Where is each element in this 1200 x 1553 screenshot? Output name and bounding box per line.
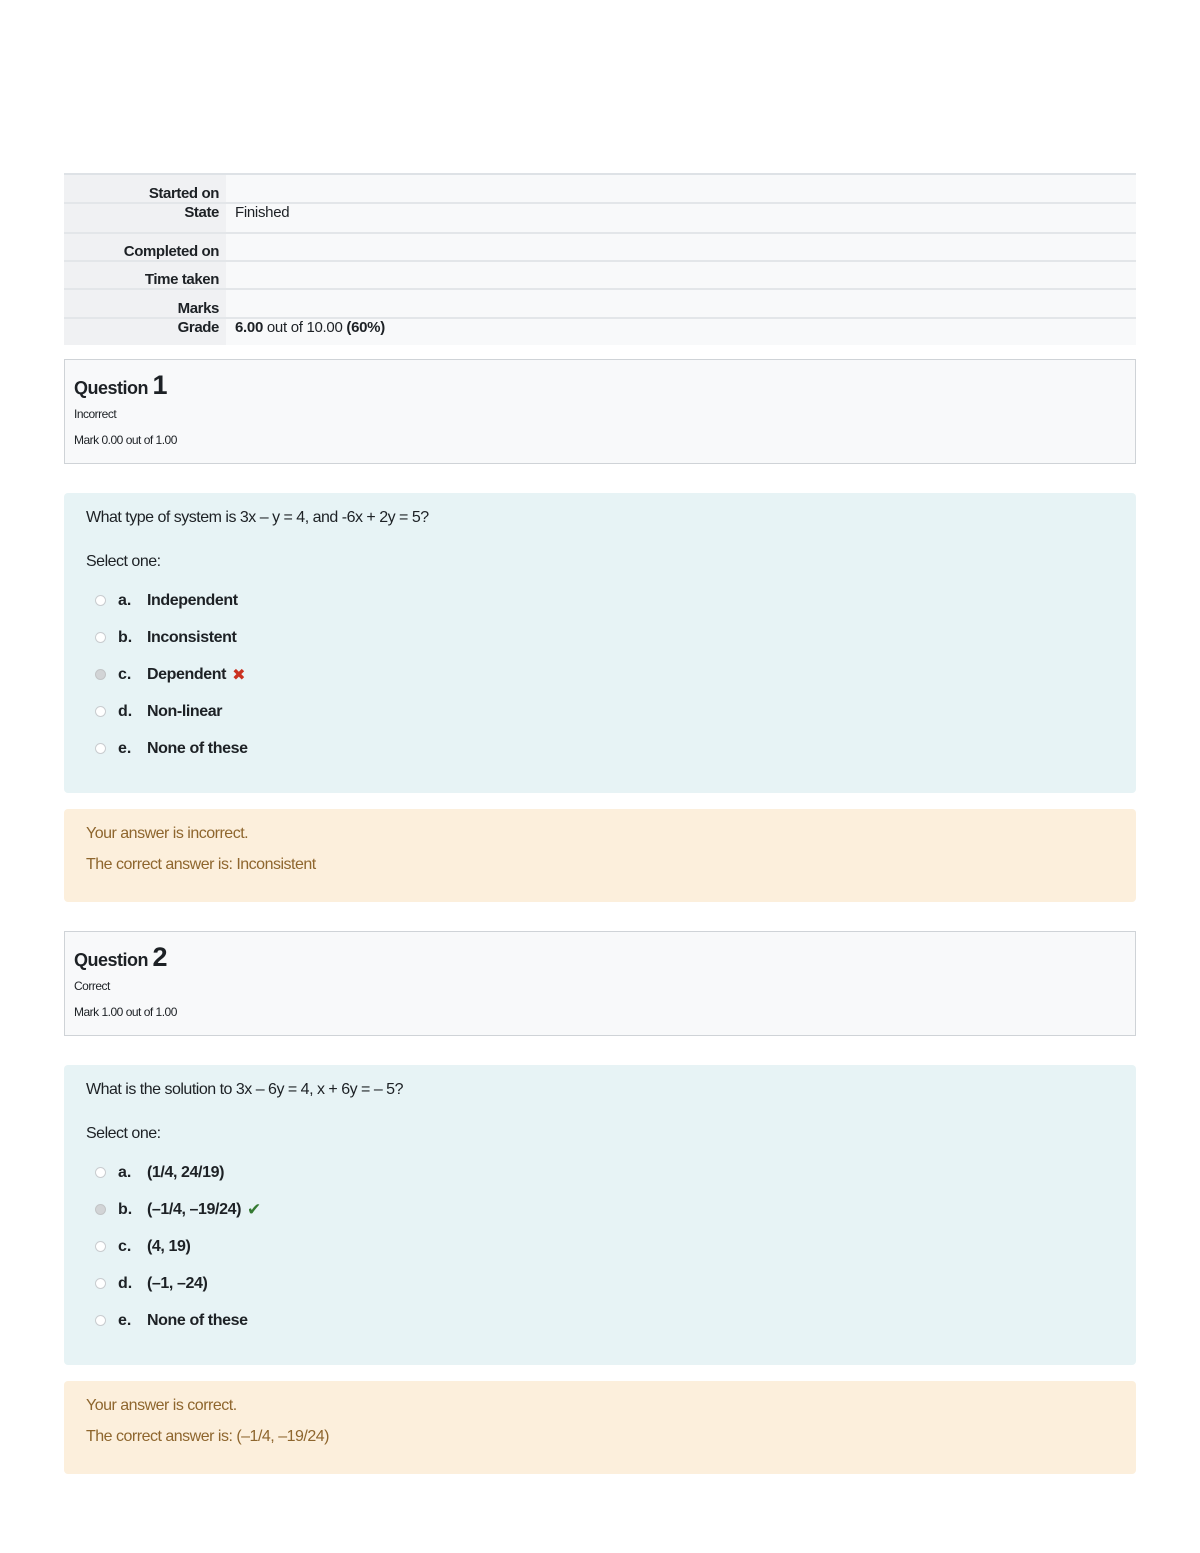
summary-value	[226, 262, 1136, 288]
feedback-result: Your answer is incorrect.	[86, 825, 249, 842]
question-1-formulation	[64, 493, 1136, 793]
option-letter: a.	[118, 1163, 132, 1181]
option-letter: c.	[118, 665, 132, 683]
question-state: Incorrect	[74, 407, 117, 421]
option-letter: c.	[118, 1237, 132, 1255]
radio-button[interactable]	[95, 1315, 106, 1326]
option-text: Dependent	[147, 665, 227, 683]
option-letter: a.	[118, 591, 132, 609]
feedback-correct-answer: The correct answer is: Inconsistent	[86, 856, 316, 873]
question-2-formulation	[64, 1065, 1136, 1365]
select-one-prompt: Select one:	[86, 553, 161, 570]
option-letter: d.	[118, 702, 133, 720]
answer-option-d[interactable]	[86, 693, 1114, 730]
summary-row-time-taken	[64, 262, 1136, 290]
option-text: Non-linear	[147, 702, 223, 720]
radio-button-selected[interactable]	[95, 669, 106, 680]
summary-row-marks	[64, 290, 1136, 319]
option-letter: b.	[118, 628, 133, 646]
question-text: What is the solution to 3x – 6y = 4, x + 6y = – 5?	[86, 1081, 403, 1098]
grade-value	[235, 319, 385, 336]
correct-check-icon: ✔	[247, 1199, 262, 1219]
radio-button[interactable]	[95, 1167, 106, 1178]
option-letter: e.	[118, 739, 132, 757]
radio-button-selected[interactable]	[95, 1204, 106, 1215]
summary-row-state	[64, 204, 1136, 234]
summary-label	[64, 204, 226, 232]
answer-option-b[interactable]	[86, 1191, 1114, 1228]
question-number-value: 1	[152, 370, 168, 400]
summary-label	[64, 175, 226, 202]
grade-percent: (60%)	[346, 319, 385, 336]
question-mark: Mark 1.00 out of 1.00	[74, 1005, 177, 1019]
question-2-feedback	[64, 1381, 1136, 1474]
answer-option-d[interactable]	[86, 1265, 1114, 1302]
question-number	[74, 942, 1126, 973]
summary-value	[226, 175, 1136, 202]
radio-button[interactable]	[95, 595, 106, 606]
answer-option-a[interactable]	[86, 1154, 1114, 1191]
option-text: None of these	[147, 1311, 248, 1329]
option-text: (1/4, 24/19)	[147, 1163, 225, 1181]
radio-button[interactable]	[95, 632, 106, 643]
feedback-correct-answer: The correct answer is: (–1/4, –19/24)	[86, 1428, 329, 1445]
answer-options	[86, 1154, 1114, 1339]
question-number-value: 2	[152, 942, 168, 972]
option-text: (–1, –24)	[147, 1274, 208, 1292]
state-label: State	[184, 204, 219, 221]
select-one-prompt: Select one:	[86, 1125, 161, 1142]
answer-option-a[interactable]	[86, 582, 1114, 619]
feedback-result: Your answer is correct.	[86, 1397, 237, 1414]
option-text: (–1/4, –19/24)	[147, 1200, 242, 1218]
summary-label	[64, 319, 226, 345]
summary-row-completed-on	[64, 234, 1136, 262]
answer-option-c[interactable]	[86, 656, 1114, 693]
question-2-info	[64, 931, 1136, 1036]
started-on-label: Started on	[148, 185, 219, 202]
completed-on-label: Completed on	[123, 243, 219, 260]
time-taken-label: Time taken	[144, 271, 219, 288]
question-state: Correct	[74, 979, 110, 993]
option-letter: e.	[118, 1311, 132, 1329]
grade-label: Grade	[177, 319, 219, 336]
option-text: Independent	[147, 591, 238, 609]
answer-option-e[interactable]	[86, 1302, 1114, 1339]
question-mark: Mark 0.00 out of 1.00	[74, 433, 177, 447]
question-number	[74, 370, 1126, 401]
option-letter: b.	[118, 1200, 133, 1218]
incorrect-icon: ✖	[232, 666, 246, 684]
attempt-summary-table	[64, 173, 1136, 345]
answer-option-e[interactable]	[86, 730, 1114, 767]
summary-value	[226, 319, 1136, 345]
question-label: Question	[74, 378, 149, 398]
answer-options	[86, 582, 1114, 767]
summary-label	[64, 290, 226, 317]
summary-label	[64, 262, 226, 288]
radio-button[interactable]	[95, 706, 106, 717]
summary-value	[226, 290, 1136, 317]
question-label: Question	[74, 950, 149, 970]
summary-value	[226, 234, 1136, 260]
question-text: What type of system is 3x – y = 4, and -6x + 2y = 5?	[86, 509, 429, 526]
marks-label: Marks	[177, 300, 219, 317]
summary-label	[64, 234, 226, 260]
answer-option-b[interactable]	[86, 619, 1114, 656]
option-letter: d.	[118, 1274, 133, 1292]
radio-button[interactable]	[95, 743, 106, 754]
option-text: Inconsistent	[147, 628, 237, 646]
grade-score: 6.00	[235, 319, 263, 336]
radio-button[interactable]	[95, 1241, 106, 1252]
summary-value	[226, 204, 1136, 232]
radio-button[interactable]	[95, 1278, 106, 1289]
grade-max: out of 10.00	[266, 319, 343, 336]
option-text: (4, 19)	[147, 1237, 191, 1255]
summary-row-started-on	[64, 175, 1136, 204]
question-1-info	[64, 359, 1136, 464]
state-value: Finished	[235, 204, 290, 221]
answer-option-c[interactable]	[86, 1228, 1114, 1265]
option-text: None of these	[147, 739, 248, 757]
summary-row-grade	[64, 319, 1136, 345]
question-1-feedback	[64, 809, 1136, 902]
